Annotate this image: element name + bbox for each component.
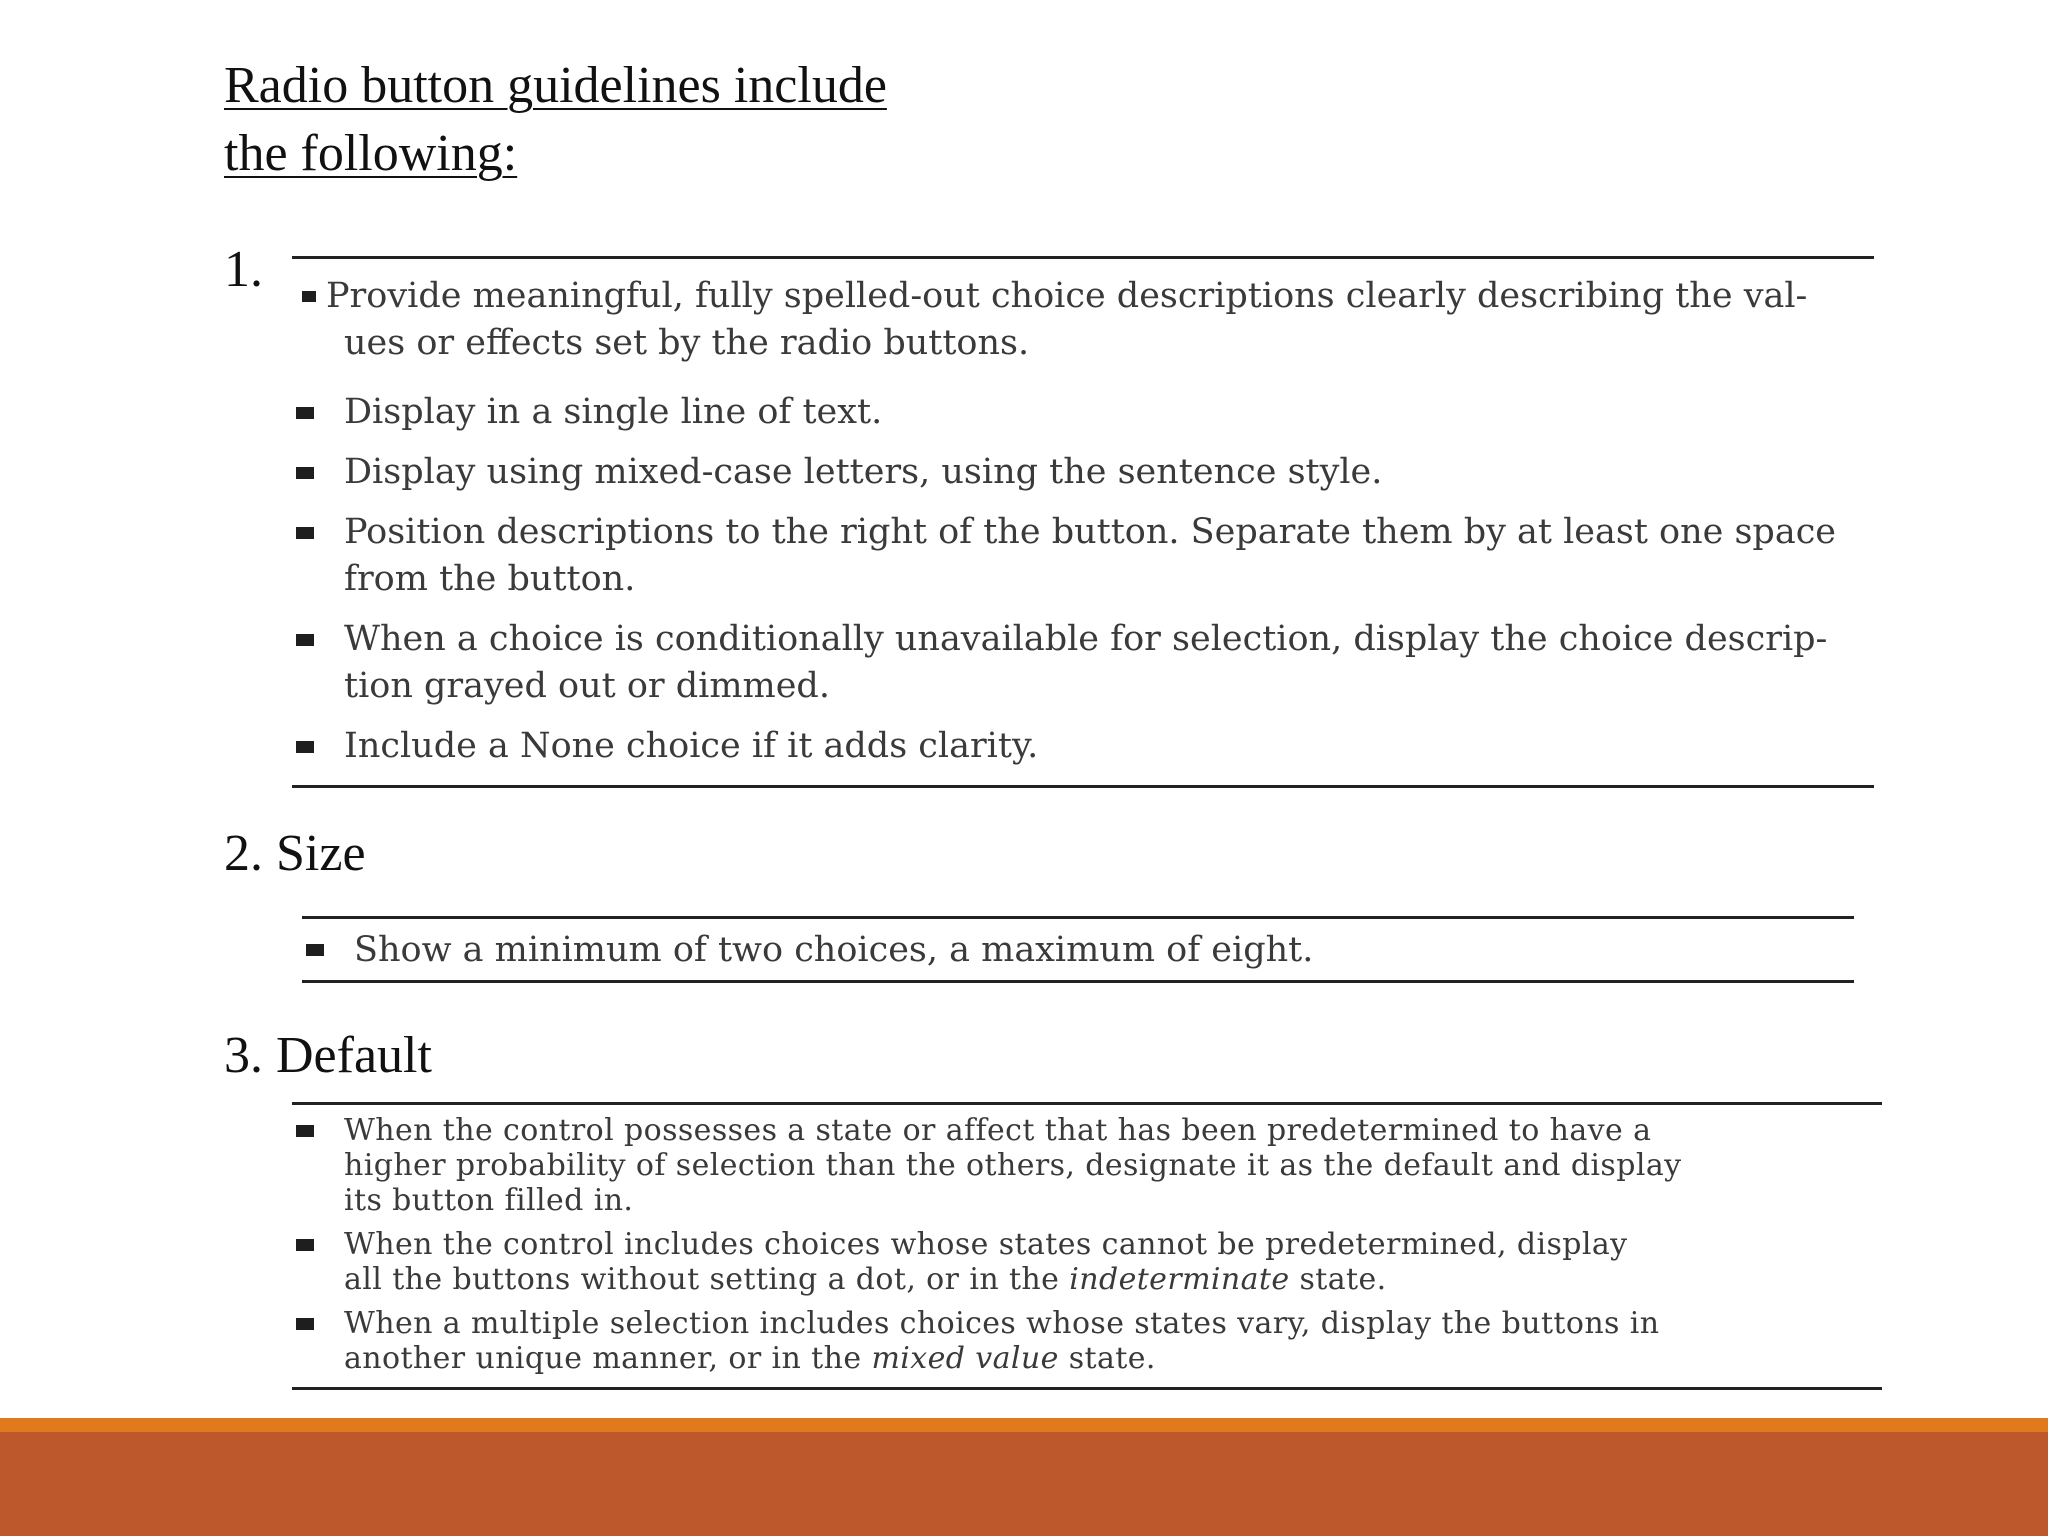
list-item	[292, 389, 1874, 436]
bullet-text-line: Include a None choice if it adds clarity.	[344, 726, 1039, 766]
square-bullet-icon	[296, 527, 314, 539]
section-1-heading: 1.	[224, 241, 263, 298]
square-bullet-icon	[296, 741, 314, 753]
bullet-text-line: state.	[1058, 1341, 1156, 1376]
footer-bar	[0, 1432, 2048, 1536]
bullet-text-line: Show a minimum of two choices, a maximum of eight.	[354, 930, 1314, 970]
slide-title-line-1: Radio button guidelines include	[224, 57, 887, 114]
bullet-text-line: Display in a single line of text.	[344, 392, 883, 432]
section-3-guidelines-box	[292, 1102, 1882, 1390]
square-bullet-icon	[296, 1239, 314, 1251]
bullet-text-line: Provide meaningful, fully spelled-out choice descriptions clearly describing the val-	[326, 276, 1808, 316]
list-item	[292, 1227, 1882, 1297]
bullet-text-line: Display using mixed-case letters, using the sentence style.	[344, 452, 1383, 492]
section-2-heading: 2. Size	[224, 825, 366, 882]
section-2-bullet-list	[302, 928, 1854, 972]
list-item	[292, 509, 1874, 603]
bullet-text-line: When the control possesses a state or affect that has been predetermined to have a	[344, 1113, 1652, 1148]
list-item	[292, 1306, 1882, 1376]
list-item	[292, 273, 1874, 367]
section-3-heading: 3. Default	[224, 1027, 432, 1084]
section-2-guidelines-box	[302, 916, 1854, 983]
slide-title	[224, 52, 887, 188]
slide-title-line-2: the following:	[224, 125, 518, 182]
emphasized-term: mixed value	[871, 1341, 1059, 1376]
bullet-text-line: from the button.	[344, 559, 636, 599]
bullet-text-line: Position descriptions to the right of the button. Separate them by at least one space	[344, 512, 1837, 552]
list-item	[292, 616, 1874, 710]
section-1-bullet-list	[292, 273, 1874, 770]
emphasized-term: indeterminate	[1069, 1262, 1290, 1297]
list-item	[292, 1113, 1882, 1218]
square-bullet-icon	[296, 1318, 314, 1330]
bullet-text-line: When the control includes choices whose states cannot be predetermined, display	[344, 1227, 1628, 1262]
section-1-guidelines-box	[292, 256, 1874, 788]
square-bullet-icon	[296, 634, 314, 646]
square-bullet-icon	[296, 1125, 314, 1137]
bullet-text-line: higher probability of selection than the others, designate it as the default and display	[344, 1148, 1682, 1183]
square-bullet-icon	[302, 291, 316, 302]
list-item	[292, 723, 1874, 770]
bullet-text-line: state.	[1289, 1262, 1387, 1297]
section-3-bullet-list	[292, 1113, 1882, 1376]
list-item	[302, 928, 1854, 972]
list-item	[292, 449, 1874, 496]
square-bullet-icon	[296, 407, 314, 419]
square-bullet-icon	[306, 944, 324, 956]
bullet-text-line: ues or effects set by the radio buttons.	[344, 323, 1030, 363]
footer-accent-stripe	[0, 1418, 2048, 1432]
bullet-text-line: all the buttons without setting a dot, or in the	[344, 1262, 1070, 1297]
bullet-text-line: When a choice is conditionally unavailable for selection, display the choice descrip-	[344, 619, 1828, 659]
square-bullet-icon	[296, 467, 314, 479]
bullet-text-line: its button filled in.	[344, 1183, 634, 1218]
bullet-text-line: When a multiple selection includes choices whose states vary, display the buttons in	[344, 1306, 1660, 1341]
bullet-text-line: another unique manner, or in the	[344, 1341, 872, 1376]
bullet-text-line: tion grayed out or dimmed.	[344, 666, 830, 706]
